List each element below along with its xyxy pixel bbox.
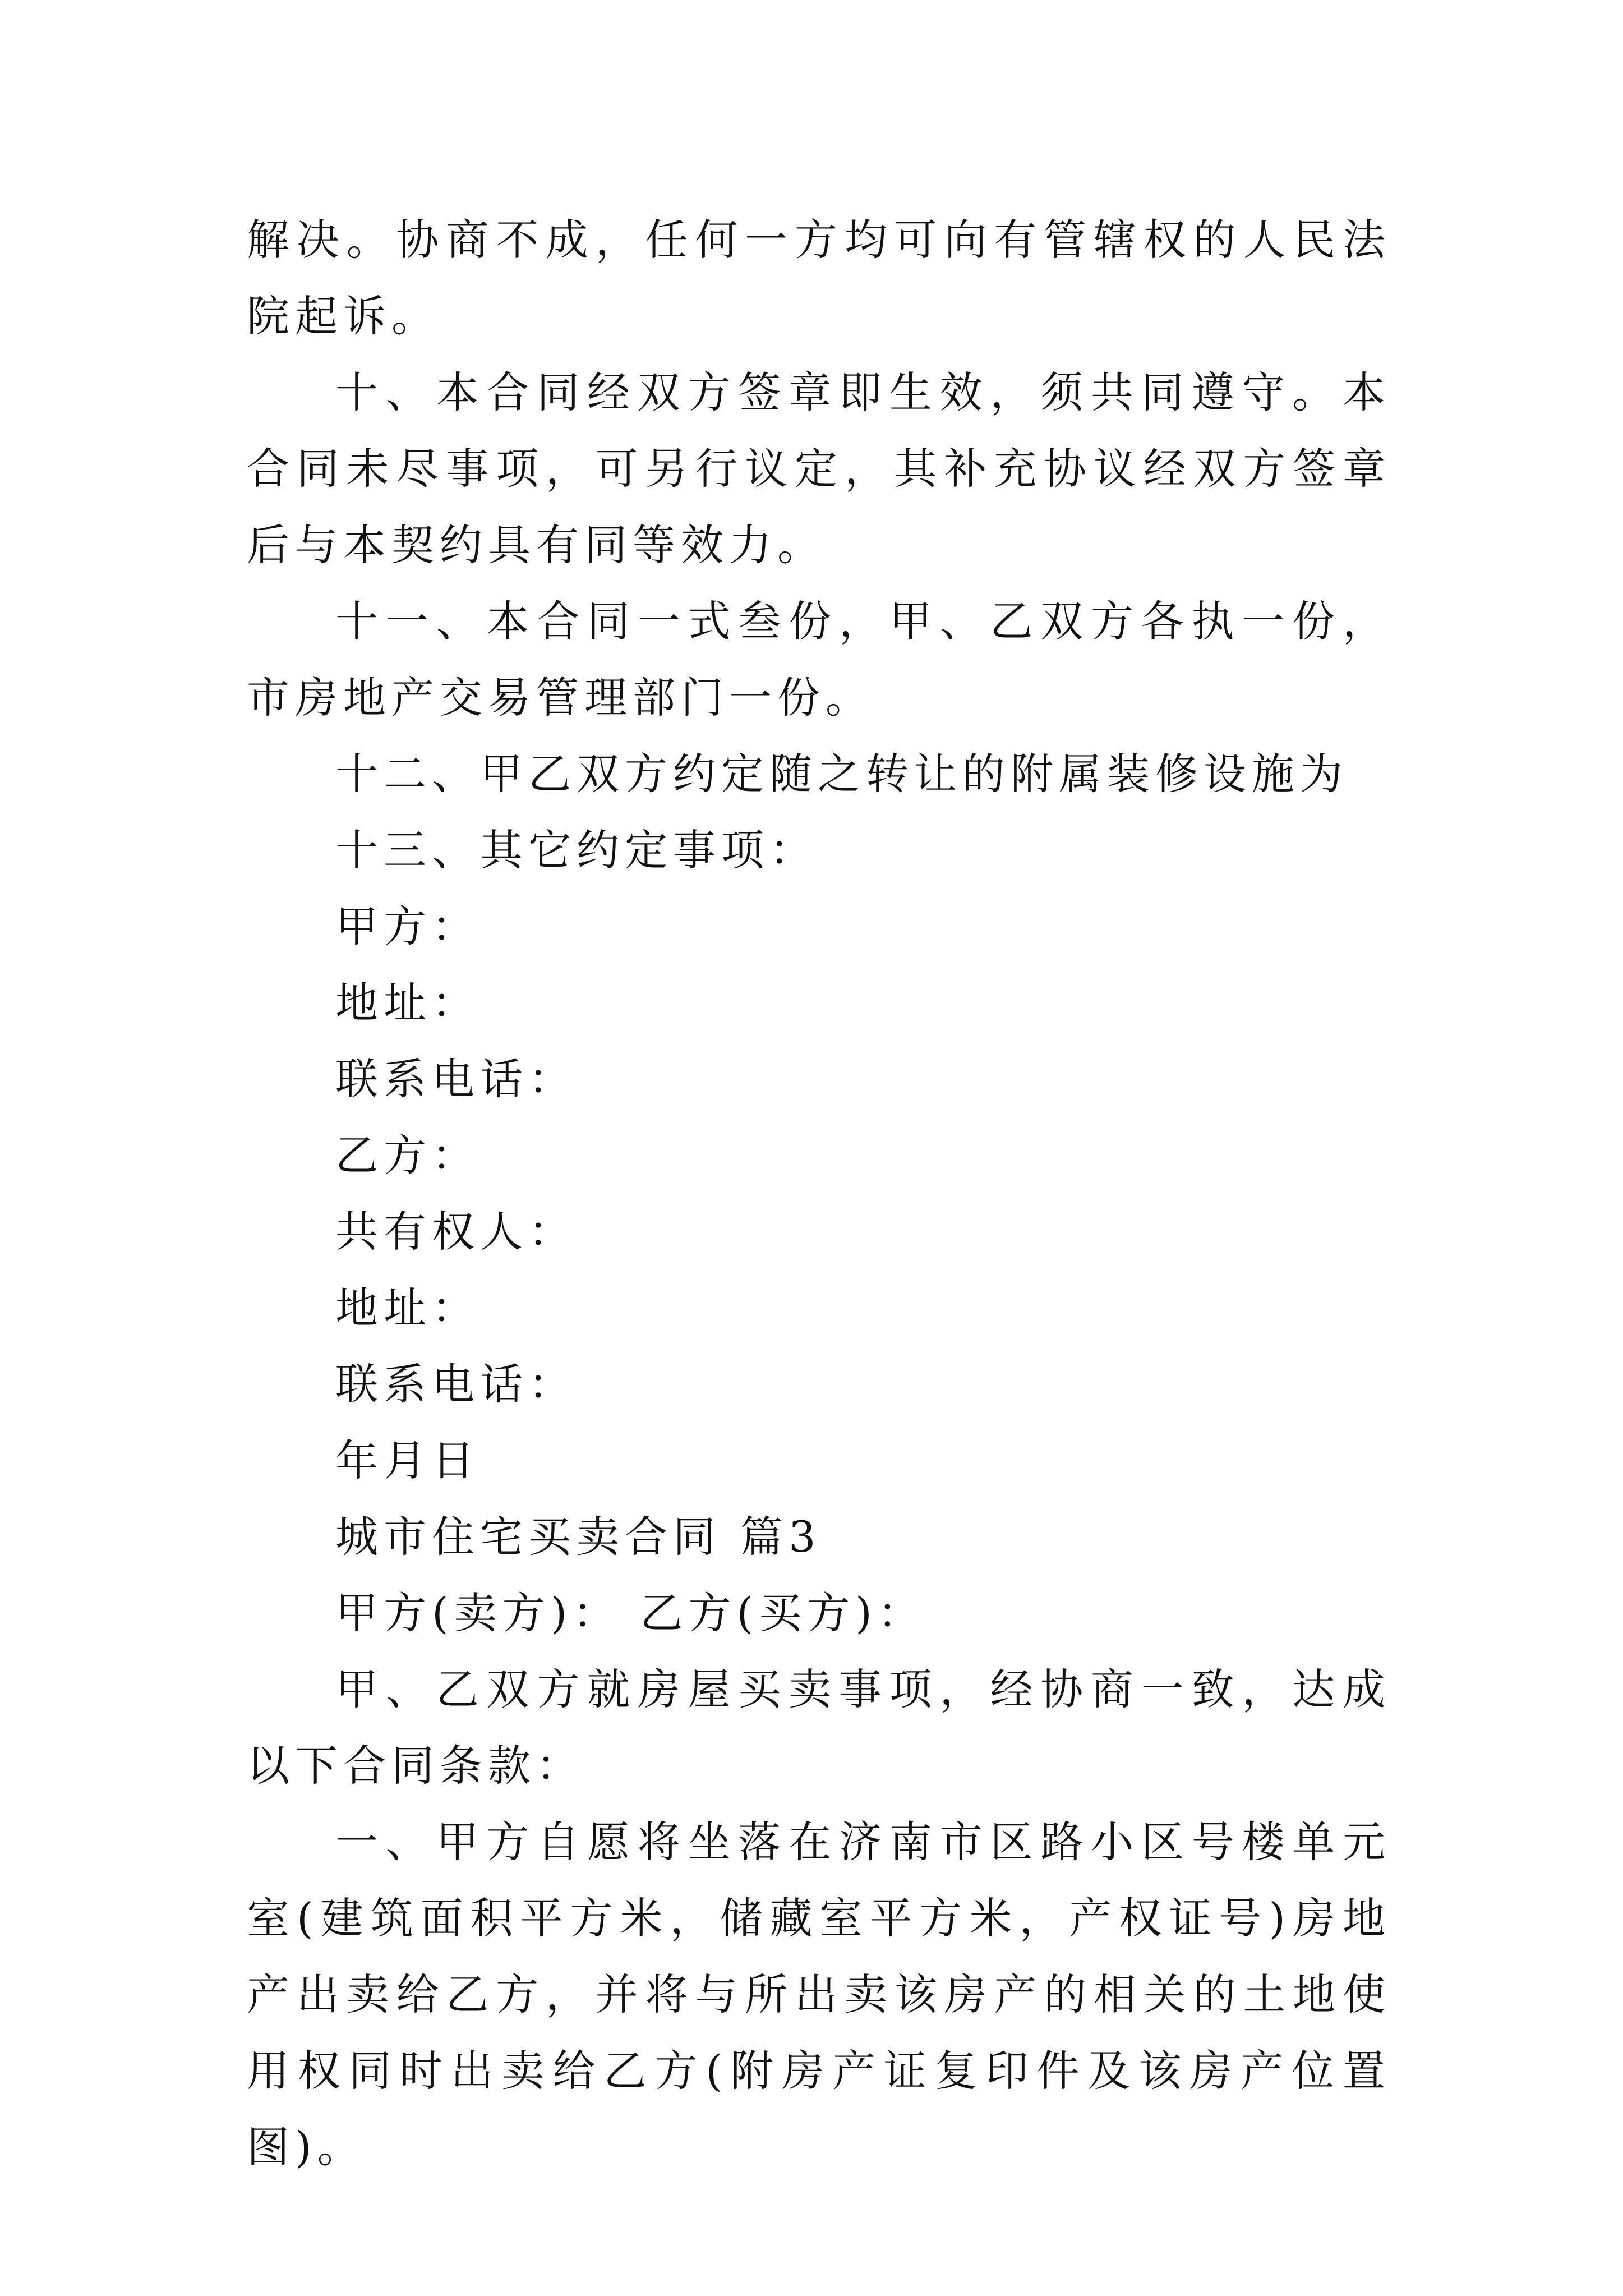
paragraph-agreement-intro: 甲、乙双方就房屋买卖事项，经协商一致，达成以下合同条款： (247, 1664, 1391, 1791)
party-a-address-label: 地址： (335, 978, 480, 1028)
paragraph-clause-13: 十三、其它约定事项： (335, 825, 818, 875)
date-label: 年月日 (335, 1435, 480, 1485)
paragraph-clause-1: 一、甲方自愿将坐落在济南市区路小区号楼单元室(建筑面积平方米，储藏室平方米，产权证号)房地产出卖给乙方，并将与所出卖该房产的相关的土地使用权同时出卖给乙方(附房产证复印件及该房产位置图)。 (247, 1817, 1391, 2172)
party-a-label: 甲方： (335, 901, 480, 951)
section-title-3: 城市住宅买卖合同 篇3 (335, 1512, 822, 1562)
parties-line: 甲方(卖方)： 乙方(买方)： (335, 1588, 926, 1638)
party-b-address-label: 地址： (335, 1283, 480, 1333)
document-body (247, 202, 1391, 2185)
paragraph-clause-10: 十、本合同经双方签章即生效，须共同遵守。本合同未尽事项，可另行议定，其补充协议经双方签章后与本契约具有同等效力。 (247, 367, 1391, 570)
party-b-phone-label: 联系电话： (335, 1359, 577, 1409)
party-a-phone-label: 联系电话： (335, 1054, 577, 1104)
party-b-label: 乙方： (335, 1130, 480, 1180)
paragraph-clause-12: 十二、甲乙双方约定随之转让的附属装修设施为 (335, 749, 1348, 799)
paragraph-clause-11: 十一、本合同一式叁份，甲、乙双方各执一份，市房地产交易管理部门一份。 (247, 596, 1391, 723)
paragraph-dispute-resolution-continued: 解决。协商不成，任何一方均可向有管辖权的人民法院起诉。 (247, 215, 1391, 341)
co-owner-label: 共有权人： (335, 1207, 577, 1257)
